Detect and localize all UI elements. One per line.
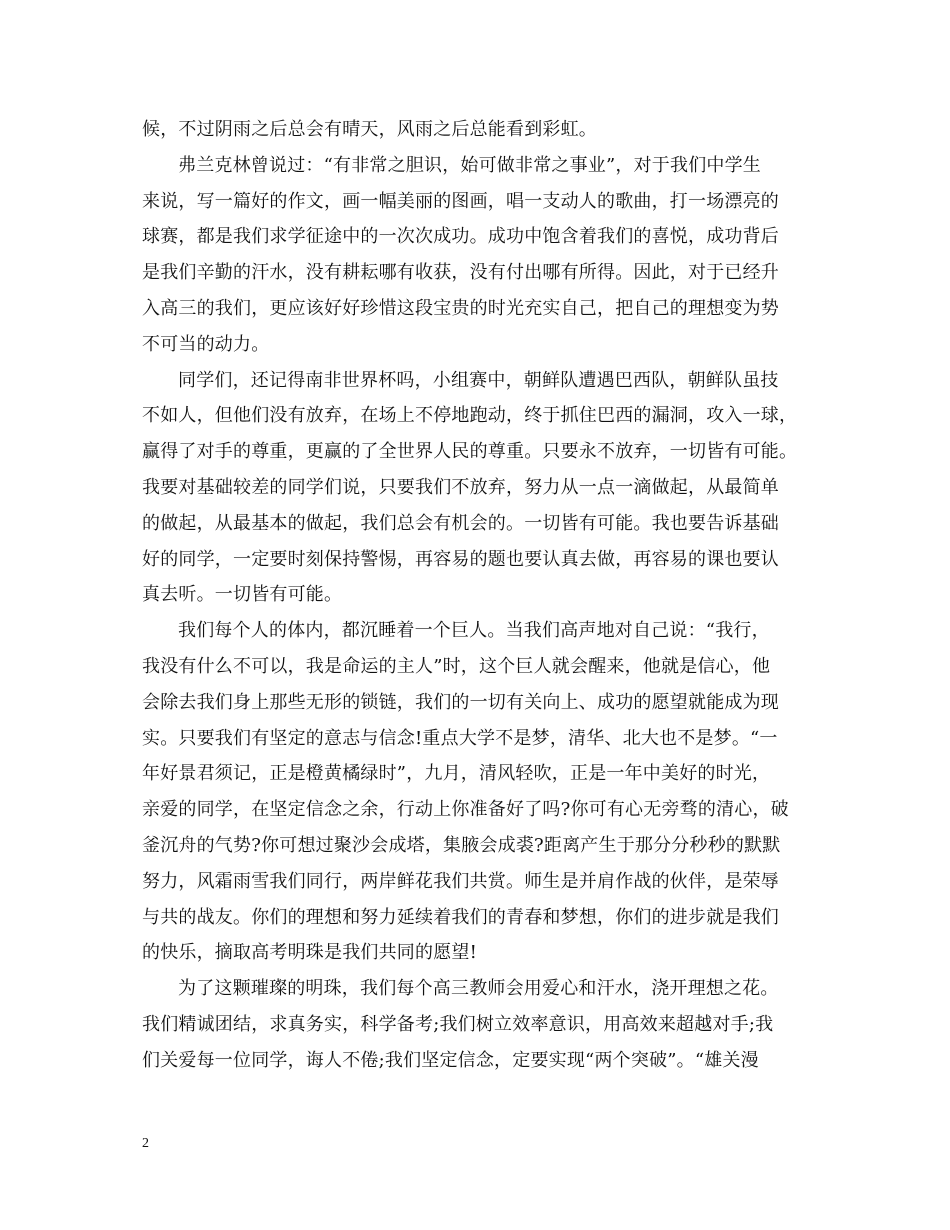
text-line: 年好景君须记，正是橙黄橘绿时”，九月，清风轻吹，正是一年中美好的时光，: [142, 763, 771, 785]
text-line: 我要对基础较差的同学们说，只要我们不放弃，努力从一点一滴做起，从最简单: [142, 476, 779, 498]
text-line: 不如人，但他们没有放弃，在场上不停地跑动，终于抓住巴西的漏洞，攻入一球，: [142, 405, 798, 427]
text-line: 我们每个人的体内，都沉睡着一个巨人。当我们高声地对自己说：“我行，: [178, 620, 770, 642]
text-line: 我们精诚团结，求真务实，科学备考;我们树立效率意识，用高效来超越对手;我: [142, 1013, 774, 1035]
document-body: [142, 112, 822, 1079]
text-line: 好的同学，一定要时刻保持警惕，再容易的题也要认真去做，再容易的课也要认: [142, 548, 779, 570]
text-line: 球赛，都是我们求学征途中的一次次成功。成功中饱含着我们的喜悦，成功背后: [142, 226, 779, 248]
text-line: 不可当的动力。: [142, 333, 270, 355]
text-line: 会除去我们身上那些无形的锁链，我们的一切有关向上、成功的愿望就能成为现: [142, 691, 779, 713]
text-line: 赢得了对手的尊重，更赢的了全世界人民的尊重。只要永不放弃，一切皆有可能。: [142, 441, 798, 463]
text-line: 釜沉舟的气势?你可想过聚沙会成塔，集腋会成裘?距离产生于那分分秒秒的默默: [142, 834, 781, 856]
text-line: 的做起，从最基本的做起，我们总会有机会的。一切皆有可能。我也要告诉基础: [142, 512, 779, 534]
text-line: 亲爱的同学，在坚定信念之余，行动上你准备好了吗?你可有心无旁骛的清心，破: [142, 799, 789, 821]
text-line: 与共的战友。你们的理想和努力延续着我们的青春和梦想，你们的进步就是我们: [142, 906, 779, 928]
text-line: 努力，风霜雨雪我们同行，两岸鲜花我们共赏。师生是并肩作战的伙伴，是荣辱: [142, 870, 779, 892]
text-line: 的快乐，摘取高考明珠是我们共同的愿望!: [142, 942, 478, 964]
text-line: 候，不过阴雨之后总会有晴天，风雨之后总能看到彩虹。: [142, 119, 597, 140]
page-number: 2: [142, 1136, 149, 1151]
text-line: 入高三的我们，更应该好好珍惜这段宝贵的时光充实自己，把自己的理想变为势: [142, 297, 779, 319]
text-line: 们关爱每一位同学，诲人不倦;我们坚定信念，定要实现“两个突破”。“雄关漫: [142, 1049, 759, 1071]
text-line: 实。只要我们有坚定的意志与信念!重点大学不是梦，清华、北大也不是梦。“一: [142, 727, 778, 749]
text-line: 我没有什么不可以，我是命运的主人”时，这个巨人就会醒来，他就是信心，他: [142, 655, 771, 677]
text-line: 为了这颗璀璨的明珠，我们每个高三教师会用爱心和汗水，浇开理想之花。: [178, 978, 779, 1000]
text-line: 真去听。一切皆有可能。: [142, 584, 343, 606]
text-line: 弗兰克林曾说过：“有非常之胆识，始可做非常之事业”，对于我们中学生: [178, 154, 762, 176]
text-line: 同学们，还记得南非世界杯吗，小组赛中，朝鲜队遭遇巴西队，朝鲜队虽技: [178, 369, 779, 391]
text-line: 来说，写一篇好的作文，画一幅美丽的图画，唱一支动人的歌曲，打一场漂亮的: [142, 190, 779, 212]
text-line: 是我们辛勤的汗水，没有耕耘哪有收获，没有付出哪有所得。因此，对于已经升: [142, 262, 779, 284]
